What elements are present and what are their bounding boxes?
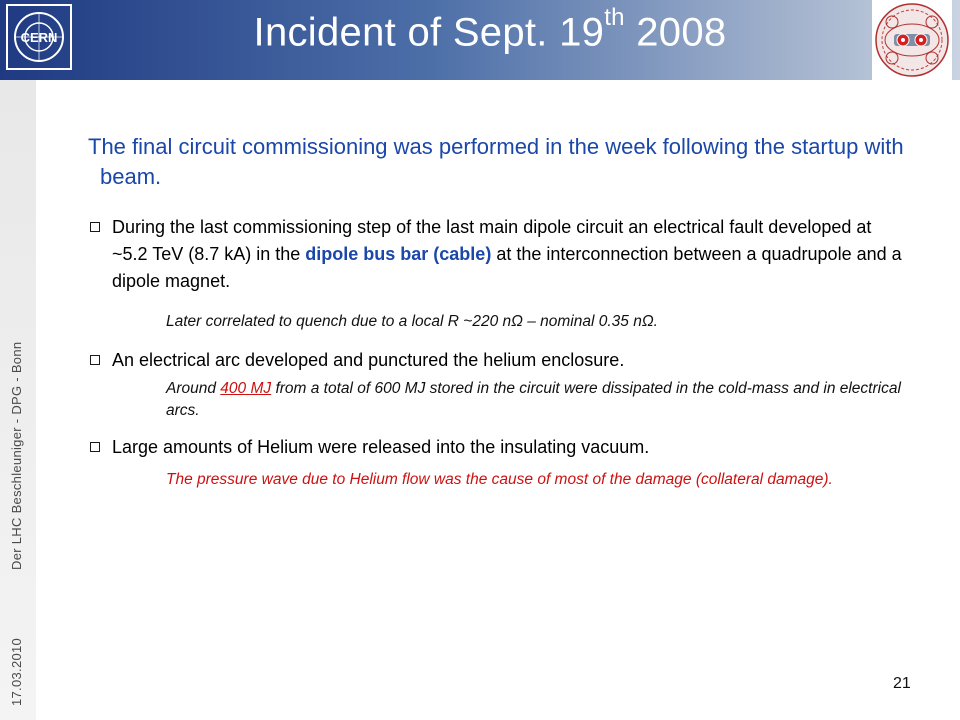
slide-body [88, 132, 908, 491]
note2-highlight: 400 MJ [220, 380, 272, 397]
slide-title [0, 4, 960, 55]
bullet-item [88, 347, 908, 374]
checkbox-bullet-icon [90, 442, 100, 452]
note2-text-before: Around [166, 380, 221, 397]
bullet-item [88, 214, 908, 295]
title-superscript: th [604, 4, 625, 31]
bullet2-text: An electrical arc developed and punctured the helium enclosure. [112, 350, 625, 370]
bullet1-text-before: During the last commissioning step of the last main dipole circuit an electrical fault developed at ~5.2 TeV (8.7 kA) in the [112, 217, 872, 264]
bullet-item [88, 434, 908, 461]
note2-text-after: from a total of 600 MJ stored in the circuit were dissipated in the cold-mass and in electrical arcs. [166, 380, 901, 419]
page-number: 21 [893, 675, 911, 692]
bullet1-text-after: at the interconnection between a quadrupole and a dipole magnet. [112, 244, 902, 291]
checkbox-bullet-icon [90, 222, 100, 232]
logo-text: CERN [20, 30, 58, 45]
footer-date: 17.03.2010 [9, 637, 24, 706]
slide-header [0, 0, 960, 80]
lead-paragraph: The final circuit commissioning was performed in the week following the startup with beam. [88, 134, 904, 189]
title-main: Incident of Sept. 19 [253, 10, 605, 55]
title-year: 2008 [636, 10, 727, 55]
checkbox-bullet-icon [90, 355, 100, 365]
dipole-cross-section-icon [872, 0, 952, 80]
note2 [88, 378, 908, 422]
footer-info: Der LHC Beschleuniger - DPG - Bonn [9, 341, 24, 570]
bullet1-highlight: dipole bus bar (cable) [305, 244, 492, 264]
note1: Later correlated to quench due to a local R ~220 nΩ – nominal 0.35 nΩ. [166, 313, 658, 330]
note3: The pressure wave due to Helium flow was the cause of most of the damage (collateral damage). [166, 471, 833, 488]
bullet3-text: Large amounts of Helium were released into the insulating vacuum. [112, 437, 650, 457]
